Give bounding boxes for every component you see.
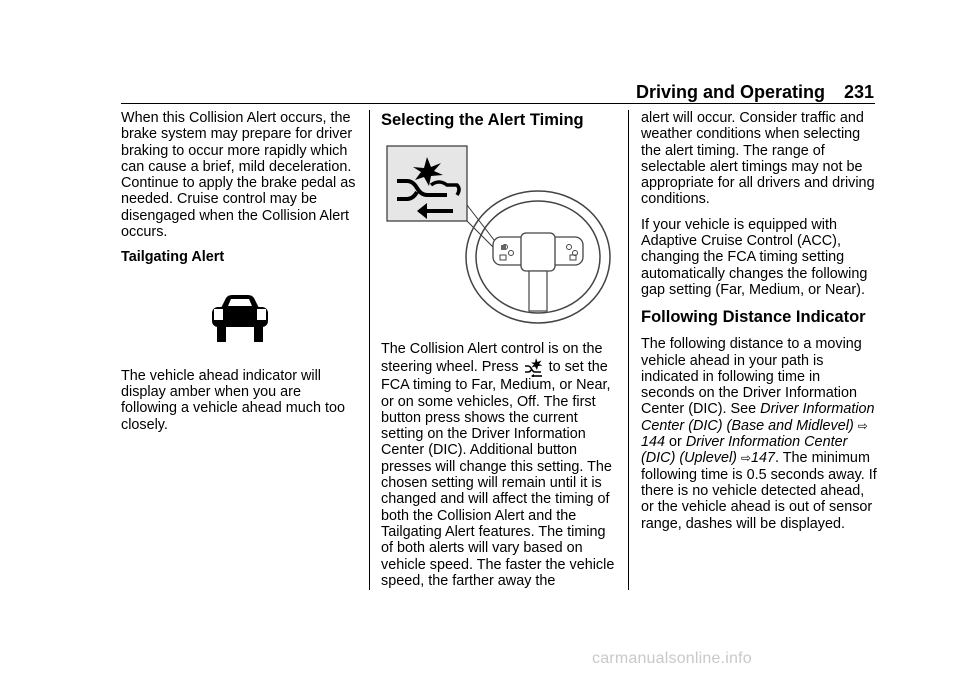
dic-uplevel-page-link[interactable]: 147	[751, 450, 776, 467]
tailgating-alert-heading: Tailgating Alert	[121, 249, 225, 266]
following-distance-heading: Following Distance Indicator	[641, 308, 866, 327]
steering-wheel-figure	[381, 139, 619, 329]
ref-or-text: or	[669, 434, 682, 451]
dic-base-page-link[interactable]: 144	[641, 434, 666, 451]
acc-paragraph: If your vehicle is equipped with Adaptive Cruise Control (ACC), changing the FCA timing setting automatically changes the following gap setting (Far, Medium, or Near).	[641, 216, 868, 298]
dic-base-reference[interactable]: Driver Information Center (DIC) (Base and Midlevel)	[641, 401, 875, 434]
column-left	[121, 110, 357, 442]
column-right	[641, 110, 877, 541]
column-middle	[381, 110, 617, 598]
page-ref-symbol: ⇨	[740, 451, 752, 466]
column-divider-2	[628, 110, 629, 590]
section-title: Driving and Operating	[636, 82, 826, 102]
watermark: carmanualsonline.info	[592, 650, 752, 667]
page-header	[636, 82, 874, 104]
fdi-text-a: The following distance to a moving vehicle ahead in your path is indicated in following time in seconds on the Driver Information Center (DIC). See	[641, 336, 862, 418]
header-rule	[121, 103, 875, 104]
collision-alert-paragraph: When this Collision Alert occurs, the brake system may prepare for driver braking to occur more rapidly which can cause a brief, mild deceleration. Continue to apply the brake pedal as needed. Cruise control may be disengaged when the Collision Alert occurs.	[121, 110, 356, 241]
dic-uplevel-reference[interactable]: Driver Information Center (DIC) (Uplevel)	[641, 434, 848, 467]
fdi-text-b: . The minimum following time is 0.5 seconds away. If there is no vehicle detected ahead, or the vehicle ahead is out of sensor range, dashes will be displayed.	[641, 450, 877, 532]
collision-alert-control-paragraph	[381, 341, 617, 589]
page-number: 231	[843, 82, 874, 102]
page-ref-symbol: ⇨	[857, 418, 868, 433]
control-text-start: The Collision Alert control is on the steering wheel. Press	[381, 341, 603, 376]
column-divider-1	[369, 110, 370, 590]
vehicle-ahead-indicator-paragraph: The vehicle ahead indicator will display amber when you are following a vehicle ahead much too closely.	[121, 367, 345, 433]
alert-timing-paragraph: alert will occur. Consider traffic and weather conditions when selecting the alert timing. The range of selectable alert timings may not be appropriate for all drivers and driving conditions.	[641, 110, 875, 208]
vehicle-ahead-icon	[209, 294, 271, 346]
collision-alert-button-icon	[524, 357, 544, 377]
control-text-end: to set the FCA timing to Far, Medium, or Near, or on some vehicles, Off. The first button press shows the current setting on the Driver Information Center (DIC). Additional button presses will change this setting. The chosen setting will remain until it is changed and will affect the timing of both the Collision Alert and the Tailgating Alert features. The timing of both alerts will vary based on vehicle speed. The faster the vehicle speed, the farther away the	[381, 359, 615, 589]
selecting-alert-timing-heading: Selecting the Alert Timing	[381, 111, 584, 129]
following-distance-paragraph	[641, 336, 877, 532]
